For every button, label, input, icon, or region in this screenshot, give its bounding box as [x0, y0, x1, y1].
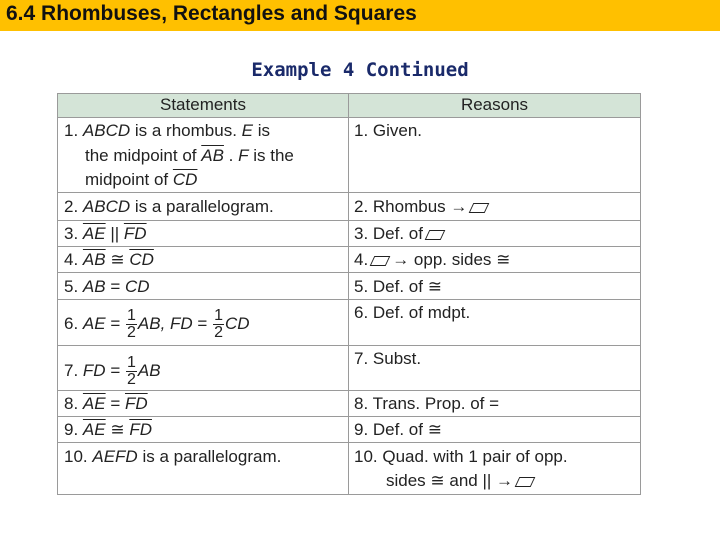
reason-8: 8. Trans. Prop. of =: [354, 394, 500, 413]
parallelogram-icon: [469, 203, 490, 213]
row-divider: [58, 416, 640, 417]
page-title: 6.4 Rhombuses, Rectangles and Squares: [6, 2, 417, 25]
statement-6: 6. AE = $\frac{1}{2}$ AB, FD = $\frac{1}{2}$ CD: [64, 307, 250, 341]
row-divider: [58, 220, 640, 221]
statement-8: 8. $\overline{AE} = \overline{FD}$: [64, 394, 148, 413]
parallelogram-icon: [515, 477, 536, 487]
statement-1-line3: midpoint of $\overline{CD}$: [85, 170, 198, 189]
statement-3: 3. $\overline{AE}$ || $\overline{FD}$: [64, 224, 147, 243]
statement-1: 1. ABCD is a rhombus. E is: [64, 121, 270, 140]
statement-4: 4. $\overline{AB}$ ≅ $\overline{CD}$: [64, 250, 154, 269]
statement-9: 9. $\overline{AE}$ ≅ $\overline{FD}$: [64, 420, 152, 439]
reasons-header: Reasons: [349, 94, 640, 118]
parallelogram-icon: [370, 256, 391, 266]
reason-3: 3. Def. of: [354, 222, 447, 246]
reason-5: 5. Def. of ≅: [354, 277, 442, 296]
reason-9: 9. Def. of ≅: [354, 420, 442, 439]
example-subtitle: Example 4 Continued: [251, 59, 469, 81]
statements-header: Statements: [58, 94, 349, 118]
row-divider: [58, 299, 640, 300]
proof-table: [57, 93, 641, 495]
row-divider: [58, 345, 640, 346]
row-divider: [58, 192, 640, 193]
fraction: $\frac{1}{2}$: [126, 354, 136, 388]
fraction: $\frac{1}{2}$: [126, 307, 136, 341]
reason-2: 2. Rhombus →: [354, 195, 491, 219]
statement-10: 10. AEFD is a parallelogram.: [64, 447, 282, 466]
reason-7: 7. Subst.: [354, 349, 422, 368]
reason-4: 4. → opp. sides ≅: [354, 250, 511, 269]
reason-1: 1. Given.: [354, 121, 423, 140]
reason-10-line2: sides ≅ and || →: [386, 469, 537, 493]
row-divider: [58, 442, 640, 443]
column-divider: [348, 118, 349, 494]
reason-6: 6. Def. of mdpt.: [354, 303, 471, 322]
row-divider: [58, 272, 640, 273]
parallelogram-icon: [425, 230, 446, 240]
statement-2: 2. ABCD is a parallelogram.: [64, 197, 274, 216]
fraction: $\frac{1}{2}$: [214, 307, 223, 341]
statement-5: 5. AB = CD: [64, 277, 150, 296]
reason-10: 10. Quad. with 1 pair of opp.: [354, 447, 568, 466]
statement-7: 7. FD = $\frac{1}{2}$ AB: [64, 354, 161, 388]
row-divider: [58, 390, 640, 391]
statement-1-line2: the midpoint of $\overline{AB}$ . F is the: [85, 146, 294, 165]
row-divider: [58, 246, 640, 247]
